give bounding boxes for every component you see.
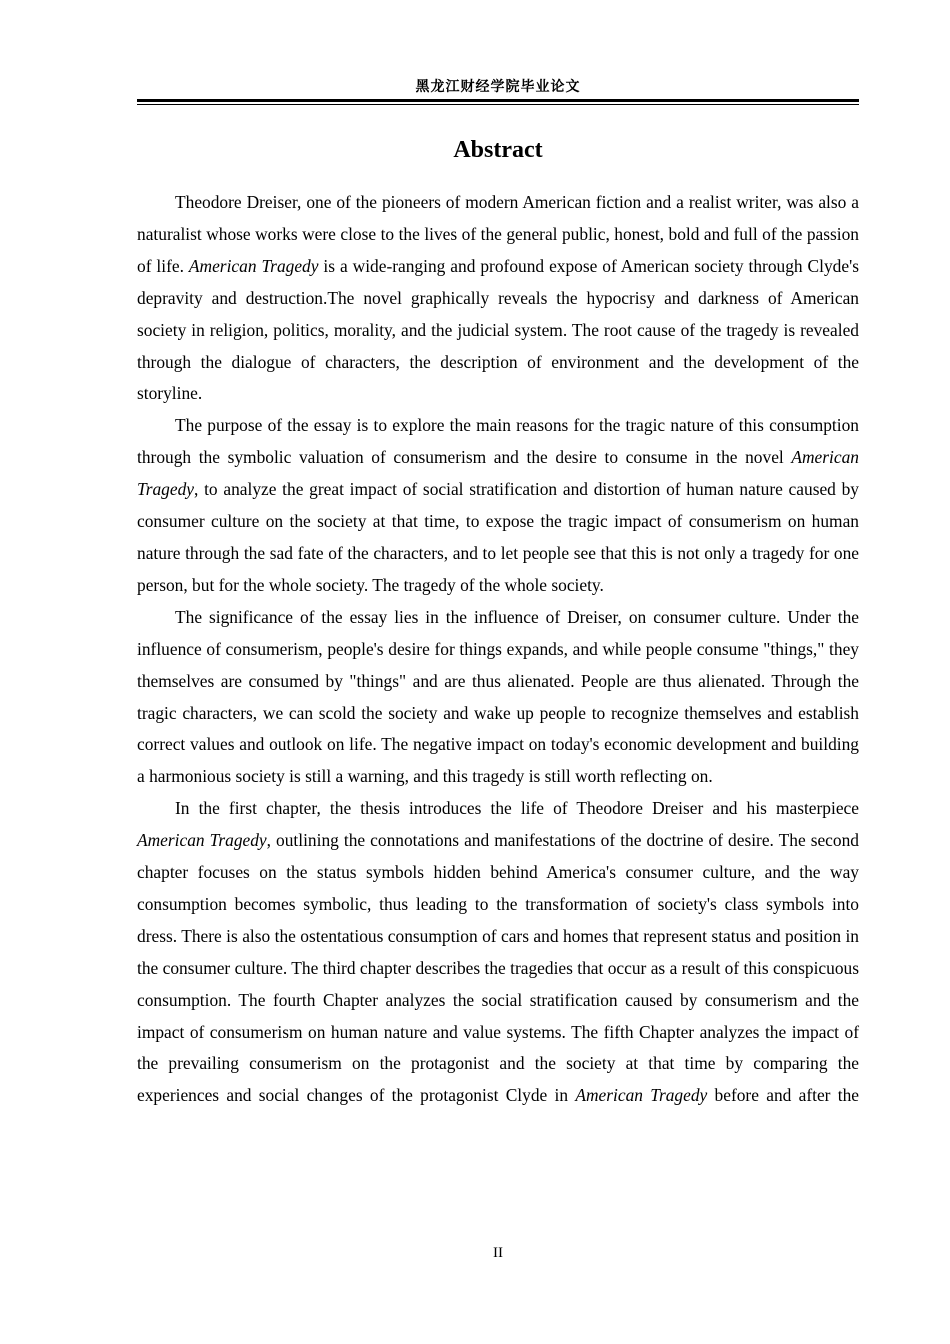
abstract-paragraph-3 — [137, 602, 859, 793]
paragraph-text: , to analyze the great impact of social stratification and distortion of human nature caused by consumer culture on the society at that time, to expose the tragic impact of consumerism on human nature through the sad fate of the characters, and to let people see that this is not only a tragedy for one person, but for the whole society. The tragedy of the whole society. — [137, 479, 859, 595]
paragraph-text: The purpose of the essay is to explore the main reasons for the tragic nature of this consumption through the symbolic valuation of consumerism and the desire to consume in the novel — [137, 415, 859, 468]
paragraph-text: In the first chapter, the thesis introduces the life of Theodore Dreiser and his masterpiece — [175, 798, 859, 819]
abstract-paragraph-2 — [137, 410, 859, 601]
paragraph-text: Theodore Dreiser, one of the pioneers of modern American fiction and a realist writer, was also a naturalist whose works were close to the lives of the general public, honest, bold and full of the passion of life. — [137, 192, 859, 276]
paragraph-text: The significance of the essay lies in the influence of Dreiser, on consumer culture. Under the influence of consumerism, people's desire for things expands, and while people consume "things," they themselves are consumed by "things" and are thus alienated. People are thus alienated. Through the tragic characters, we can scold the society and wake up people to recognize themselves and establish correct values and outlook on life. The negative impact on today's economic development and building a harmonious society is still a warning, and this tragedy is still worth reflecting on. — [137, 606, 859, 787]
header-rule-thick — [137, 99, 859, 102]
header-rule-thin — [137, 104, 859, 105]
page-title: Abstract — [453, 137, 543, 163]
book-title-italic: American Tragedy — [137, 447, 859, 500]
abstract-body — [137, 187, 859, 1112]
page-number: II — [493, 1245, 503, 1261]
paragraph-text: is a wide-ranging and profound expose of American society through Clyde's depravity and destruction.The novel graphically reveals the hypocrisy and darkness of American society in religion, politics, morality, and the judicial system. The root cause of the tragedy is revealed through the dialogue of characters, the description of environment and the development of the storyline. — [137, 255, 859, 404]
paragraph-text: before and after the — [707, 1085, 859, 1106]
book-title-italic: American Tragedy — [575, 1085, 708, 1106]
abstract-paragraph-1 — [137, 187, 859, 410]
running-header: 黑龙江财经学院毕业论文 — [415, 79, 581, 95]
abstract-paragraph-4 — [137, 793, 859, 1112]
book-title-italic: American Tragedy — [188, 255, 319, 276]
paragraph-text: , outlining the connotations and manifestations of the doctrine of desire. The second chapter focuses on the status symbols hidden behind America's consumer culture, and the way consumption becomes symbolic, thus leading to the transformation of society's class symbols into dress. There is also the ostentatious consumption of cars and homes that represent status and position in the consumer culture. The third chapter describes the tragedies that occur as a result of this conspicuous consumption. The fourth Chapter analyzes the social stratification caused by consumerism and the impact of consumerism on human nature and value systems. The fifth Chapter analyzes the impact of the prevailing consumerism on the protagonist and the society at that time by comparing the experiences and social changes of the protagonist Clyde in — [137, 830, 859, 1106]
book-title-italic: American Tragedy — [137, 830, 267, 851]
